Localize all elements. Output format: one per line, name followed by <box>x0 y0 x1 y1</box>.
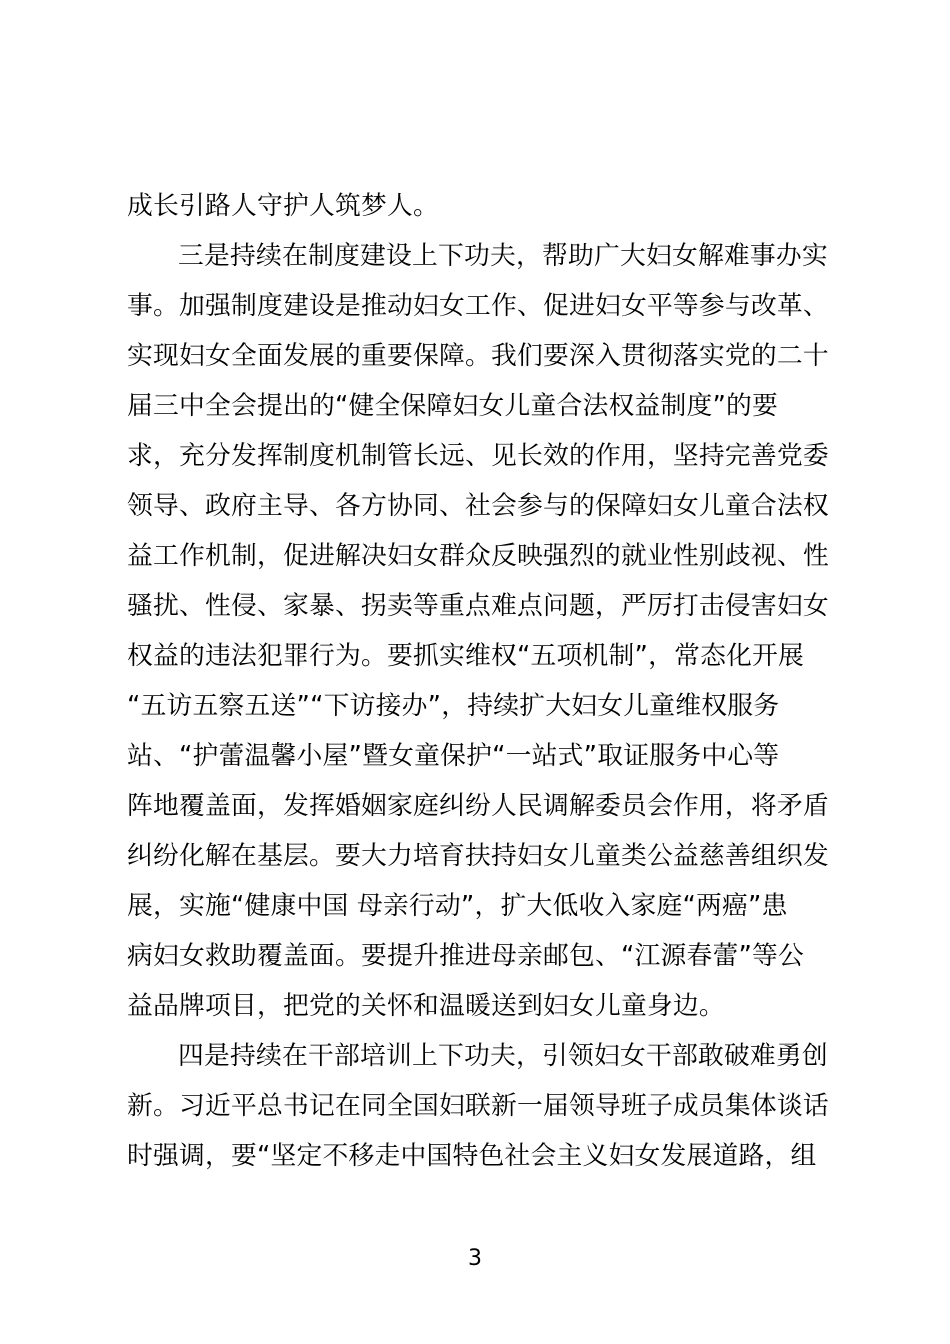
text-line: 阵地覆盖面，发挥婚姻家庭纠纷人民调解委员会作用，将矛盾 <box>127 791 829 821</box>
paragraph-start-line: 三是持续在制度建设上下功夫，帮助广大妇女解难事办实 <box>178 241 828 271</box>
page-number: 3 <box>468 1246 482 1271</box>
text-line: “五访五察五送”“下访接办”，持续扩大妇女儿童维权服务 <box>127 691 780 721</box>
text-line: 求，充分发挥制度机制管长远、见长效的作用，坚持完善党委 <box>127 441 829 471</box>
text-line: 权益的违法犯罪行为。要抓实维权“五项机制”，常态化开展 <box>127 641 805 671</box>
text-line: 展，实施“健康中国 母亲行动”，扩大低收入家庭“两癌”患 <box>127 891 788 921</box>
text-line: 站、“护蕾温馨小屋”暨女童保护“一站式”取证服务中心等 <box>127 741 780 771</box>
text-line: 领导、政府主导、各方协同、社会参与的保障妇女儿童合法权 <box>127 491 829 521</box>
text-line: 益工作机制，促进解决妇女群众反映强烈的就业性别歧视、性 <box>127 541 829 571</box>
text-line: 纠纷化解在基层。要大力培育扶持妇女儿童类公益慈善组织发 <box>127 841 829 871</box>
text-line: 病妇女救助覆盖面。要提升推进母亲邮包、“江源春蕾”等公 <box>127 941 805 971</box>
text-line: 时强调，要“坚定不移走中国特色社会主义妇女发展道路，组 <box>127 1141 817 1171</box>
text-line: 益品牌项目，把党的关怀和温暖送到妇女儿童身边。 <box>127 991 725 1021</box>
text-line: 届三中全会提出的“健全保障妇女儿童合法权益制度”的要 <box>127 391 779 421</box>
text-line: 成长引路人守护人筑梦人。 <box>127 191 439 221</box>
text-line: 新。习近平总书记在同全国妇联新一届领导班子成员集体谈话 <box>127 1091 829 1121</box>
text-line: 实现妇女全面发展的重要保障。我们要深入贯彻落实党的二十 <box>127 341 829 371</box>
paragraph-start-line: 四是持续在干部培训上下功夫，引领妇女干部敢破难勇创 <box>178 1041 828 1071</box>
text-line: 事。加强制度建设是推动妇女工作、促进妇女平等参与改革、 <box>127 291 829 321</box>
text-line: 骚扰、性侵、家暴、拐卖等重点难点问题，严厉打击侵害妇女 <box>127 591 829 621</box>
